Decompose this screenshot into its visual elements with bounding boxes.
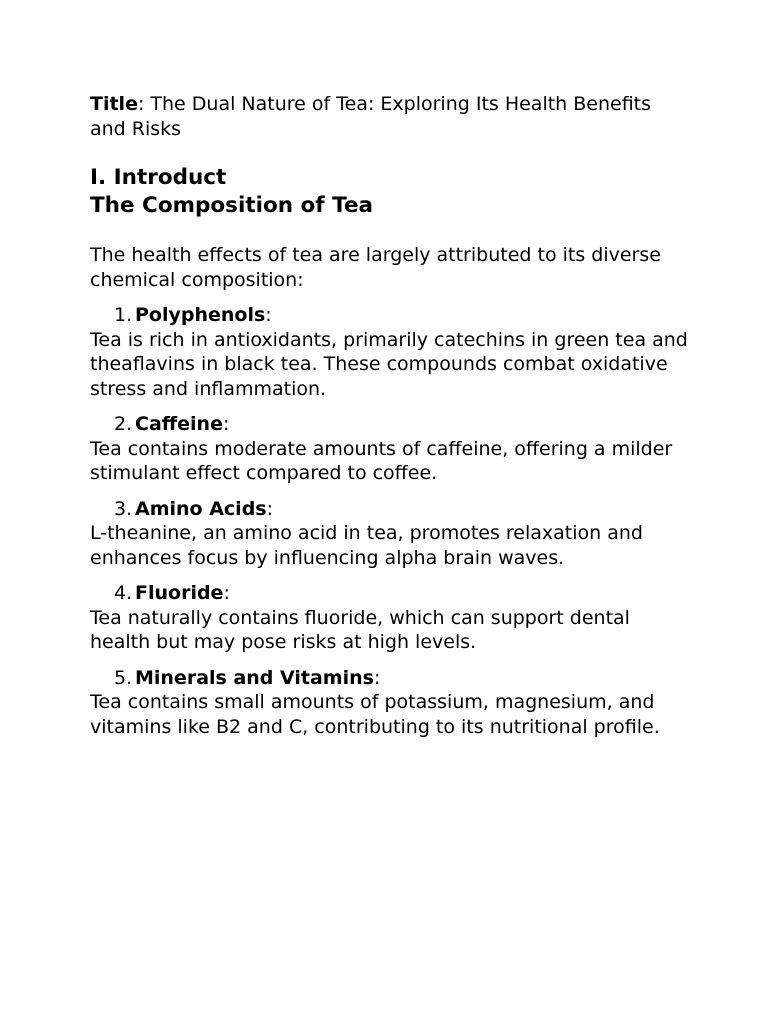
list-item-heading [90,412,690,437]
list-item-number: 1. [114,304,133,326]
list-item-name: Caffeine [135,413,223,435]
list-item-number: 5. [114,666,133,689]
list-item-amino-acids [90,497,690,571]
section-heading-block [90,164,690,220]
list-item-number: 3. [114,497,133,520]
list-item-number: 2. [114,413,133,435]
list-item-text: Tea contains small amounts of potassium, magnesium, and vitamins like B2 and C, contributing to its nutritional profile. [90,691,660,738]
list-item-colon: : [223,582,230,604]
list-item-minerals-vitamins [90,666,690,740]
list-item-text: Tea naturally contains fluoride, which can support dental health but may pose risks at high levels. [90,606,630,653]
list-item-caffeine [90,412,690,486]
list-item-fluoride [90,581,690,655]
list-item-name: Fluoride [135,582,224,604]
list-item-text: Tea is rich in antioxidants, primarily catechins in green tea and theaflavins in black tea. These compounds combat oxidative stress and inflammation. [90,328,688,400]
section-heading: I. Introduct [90,165,227,190]
list-item-name: Minerals and Vitamins [135,666,374,689]
list-item-heading [90,666,690,691]
list-item-text: L-theanine, an amino acid in tea, promotes relaxation and enhances focus by influencing alpha brain waves. [90,522,643,569]
list-item-number: 4. [114,582,133,604]
list-item-heading [90,581,690,606]
list-item-colon: : [373,666,381,689]
intro-paragraph: The health effects of tea are largely attributed to its diverse chemical composition: [90,244,661,291]
list-item-name: Polyphenols [135,304,266,326]
list-item-polyphenols [90,303,690,401]
sub-heading: The Composition of Tea [90,193,374,218]
list-item-colon: : [222,413,230,435]
list-item-colon: : [266,497,274,520]
title-label: Title [90,93,138,115]
list-item-colon: : [265,304,272,326]
list-item-text: Tea contains moderate amounts of caffeine, offering a milder stimulant effect compared to coffee. [90,437,673,484]
document-title [90,92,690,141]
list-item-name: Amino Acids [135,497,267,520]
list-item-heading [90,497,690,522]
document-page [90,92,690,739]
title-text: : The Dual Nature of Tea: Exploring Its Health Benefits and Risks [90,93,652,140]
list-item-heading [90,303,690,328]
